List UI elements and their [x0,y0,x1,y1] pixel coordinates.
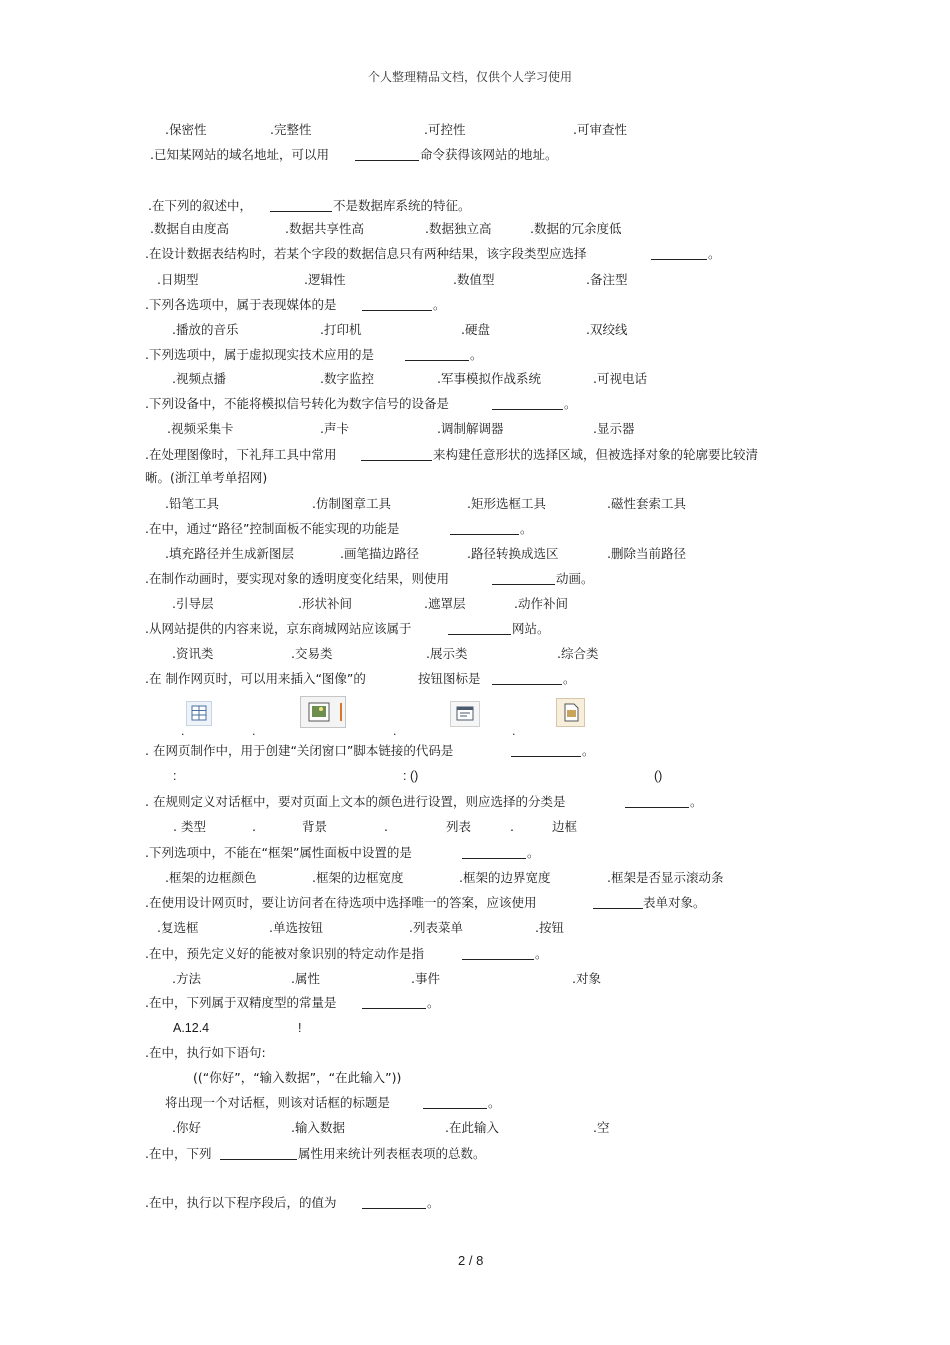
option-b-icon [300,696,346,728]
question-text: 。 [564,396,577,411]
page-header: 个人整理精品文档，仅供个人学习使用 [368,70,573,84]
option: .输入数据 [291,1120,345,1135]
code-line: ((“你好”，“输入数据”，“在此输入”)) [193,1070,402,1085]
option: .视频点播 [172,371,226,386]
answer-blank [450,534,519,535]
option: .日期型 [157,272,199,287]
option: .遮罩层 [424,596,466,611]
question-text: 。 [488,1095,501,1110]
option: .框架是否显示滚动条 [607,870,724,885]
option: .事件 [411,971,440,986]
option: .逻辑性 [304,272,346,287]
question-text: 。 [708,246,721,261]
question-text: .在中，通过“路径”控制面板不能实现的功能是 [145,521,400,536]
option: .展示类 [426,646,468,661]
option: : [173,769,177,783]
option: .框架的边框颜色 [165,870,257,885]
question-text: 表单对象。 [643,895,706,910]
answer-blank [511,756,581,757]
option: .属性 [291,971,320,986]
question-text: .在处理图像时，下礼拜工具中常用 [145,447,337,462]
option: .空 [593,1120,610,1135]
option: .画笔描边路径 [340,546,419,561]
option: . [510,819,514,834]
option: .声卡 [320,421,349,436]
question-text: .在 制作网页时，可以用来插入“图像”的 [145,671,366,686]
question-text: .在中，下列属于双精度型的常量是 [145,995,337,1010]
option: .打印机 [320,322,362,337]
question-text: 。 [433,297,446,312]
question-text: . 在规则定义对话框中，要对页面上文本的颜色进行设置，则应选择的分类是 [145,794,566,809]
option: 背景 [302,819,328,834]
answer-blank [492,409,563,410]
question-text: .下列各选项中，属于表现媒体的是 [145,297,337,312]
question-text: .在设计数据表结构时，若某个字段的数据信息只有两种结果，该字段类型应选择 [145,246,587,261]
option: ! [298,1021,302,1035]
option: .可控性 [424,122,466,137]
option: .完整性 [270,122,312,137]
option: .备注型 [586,272,628,287]
option: .数值型 [453,272,495,287]
option: .形状补间 [298,596,352,611]
option: . 类型 [173,819,206,834]
option: .数据共享性高 [285,221,364,236]
option: .对象 [572,971,601,986]
question-text: 晰。(浙江单考单招网) [145,470,268,485]
option: .数据自由度高 [150,221,229,236]
question-text: . 在网页制作中，用于创建“关闭窗口”脚本链接的代码是 [145,743,454,758]
option: . [384,819,388,834]
question-text: 。 [535,946,548,961]
option: .填充路径并生成新图层 [165,546,294,561]
answer-blank [448,634,511,635]
question-text: 命令获得该网站的地址。 [420,147,558,162]
option: .仿制图章工具 [312,496,391,511]
question-text: 。 [690,794,703,809]
question-text: 。 [427,995,440,1010]
answer-blank [651,259,707,260]
answer-blank [492,584,555,585]
question-text: 将出现一个对话框，则该对话框的标题是 [165,1095,391,1110]
question-text: .已知某网站的域名地址，可以用 [150,147,329,162]
question-text: 。 [427,1195,440,1210]
option: .可视电话 [593,371,647,386]
question-text: 。 [527,845,540,860]
answer-blank [362,310,432,311]
question-text: 不是数据库系统的特征。 [333,198,471,213]
question-text: .下列设备中，不能将模拟信号转化为数字信号的设备是 [145,396,449,411]
option-dot: . [393,725,397,738]
question-text: 。 [582,743,595,758]
question-text: 。 [563,671,576,686]
option-d-icon [556,698,585,727]
question-text: 。 [470,347,483,362]
question-text: .下列选项中，属于虚拟现实技术应用的是 [145,347,374,362]
option: .综合类 [557,646,599,661]
question-text: .在中，执行以下程序段后，的值为 [145,1195,337,1210]
page-number: 2 / 8 [458,1253,484,1268]
option: .引导层 [172,596,214,611]
option-dot: . [252,725,256,738]
answer-blank [270,211,332,212]
option: .数据独立高 [425,221,492,236]
option: . [252,819,256,834]
answer-blank [423,1108,487,1109]
option: .框架的边框宽度 [312,870,404,885]
option: .视频采集卡 [167,421,234,436]
question-text: 网站。 [512,621,550,636]
question-text: 来构建任意形状的选择区域，但被选择对象的轮廓要比较清 [433,447,759,462]
question-text: .在使用设计网页时，要让访问者在待选项中选择唯一的答案，应该使用 [145,895,537,910]
option: .磁性套索工具 [607,496,686,511]
option: .复选框 [157,920,199,935]
answer-blank [492,684,562,685]
option: .双绞线 [586,322,628,337]
option: .铅笔工具 [165,496,219,511]
option: .列表菜单 [409,920,463,935]
option: A.12.4 [173,1021,210,1035]
answer-blank [362,1008,426,1009]
option: .按钮 [535,920,564,935]
option: .路径转换成选区 [467,546,559,561]
option: .显示器 [593,421,635,436]
option-a-icon [186,701,212,726]
option: .矩形选框工具 [467,496,546,511]
option: .动作补间 [514,596,568,611]
question-text: .从网站提供的内容来说，京东商城网站应该属于 [145,621,412,636]
option: .数据的冗余度低 [530,221,622,236]
option: : () [403,769,419,783]
question-text: 。 [520,521,533,536]
answer-blank [355,160,419,161]
option: .框架的边界宽度 [459,870,551,885]
option: .军事模拟作战系统 [437,371,541,386]
answer-blank [361,460,432,461]
option-c-icon [450,701,480,727]
answer-blank [362,1208,426,1209]
question-text: .在下列的叙述中， [148,198,252,213]
answer-blank [593,908,643,909]
answer-blank [625,807,689,808]
option: .单选按钮 [269,920,323,935]
option: () [654,769,663,783]
option: .交易类 [291,646,333,661]
option: .保密性 [165,122,207,137]
option: 列表 [446,819,472,834]
option: .方法 [172,971,201,986]
option: .播放的音乐 [172,322,239,337]
option: 边框 [552,819,578,834]
question-text: .在中，执行如下语句: [145,1045,266,1060]
option: .你好 [172,1120,201,1135]
option-dot: . [181,725,185,738]
answer-blank [405,360,469,361]
option: .可审查性 [573,122,627,137]
answer-blank [462,858,526,859]
question-text: 按钮图标是 [418,671,481,686]
option: .数字监控 [320,371,374,386]
answer-blank [220,1159,297,1160]
option: .在此输入 [445,1120,499,1135]
question-text: .在中，预先定义好的能被对象识别的特定动作是指 [145,946,424,961]
answer-blank [462,959,534,960]
question-text: .在中，下列 [145,1146,212,1161]
question-text: 动画。 [556,571,594,586]
question-text: .下列选项中，不能在“框架”属性面板中设置的是 [145,845,412,860]
option-dot: . [512,725,516,738]
question-text: .在制作动画时，要实现对象的透明度变化结果，则使用 [145,571,449,586]
question-text: 属性用来统计列表框表项的总数。 [298,1146,486,1161]
option: .硬盘 [461,322,490,337]
option: .资讯类 [172,646,214,661]
option: .调制解调器 [437,421,504,436]
option: .删除当前路径 [607,546,686,561]
